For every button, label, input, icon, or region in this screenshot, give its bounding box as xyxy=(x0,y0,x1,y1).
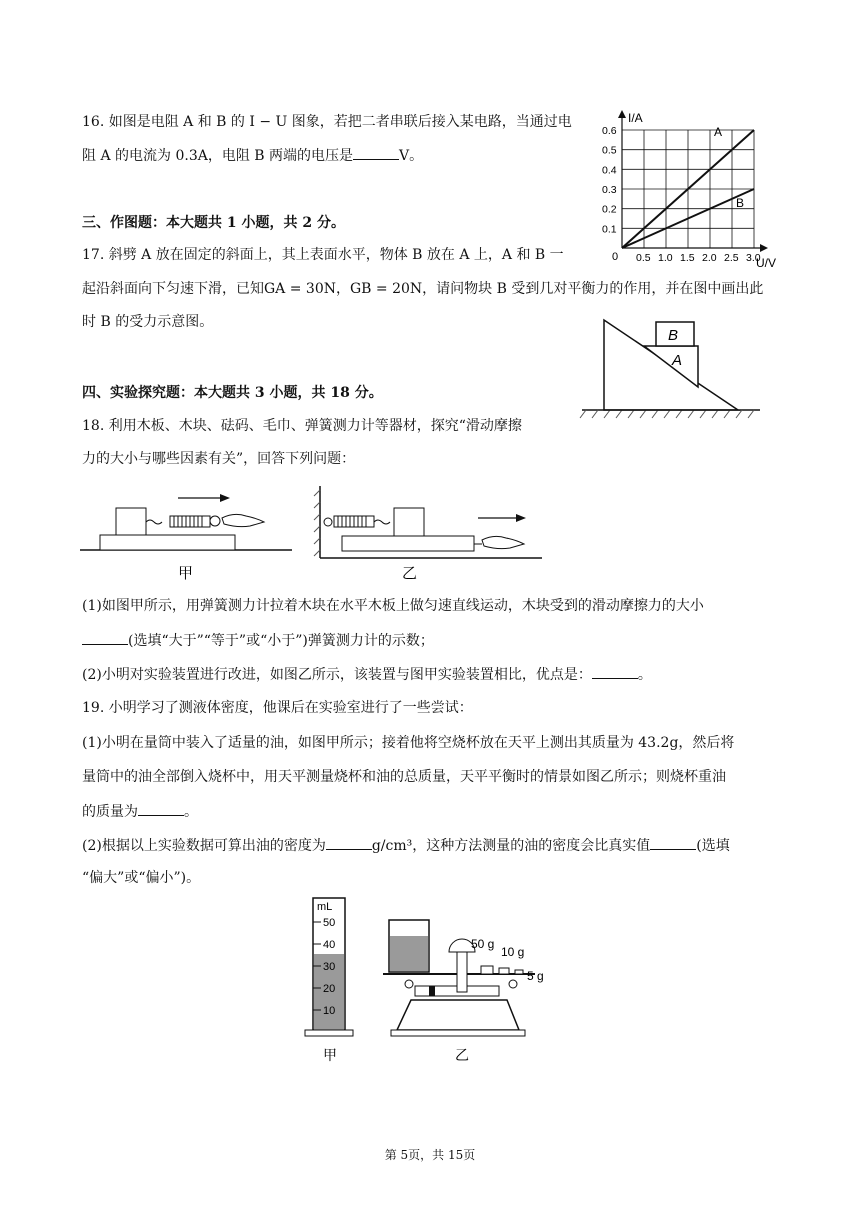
balance xyxy=(383,920,544,1036)
q19-sub2-line2: “偏大”或“偏小”)。 xyxy=(82,870,201,886)
q18-line1: 18. 利用木板、木块、砝码、毛巾、弹簧测力计等器材，探究“滑动摩擦 xyxy=(82,418,522,434)
iu-chart xyxy=(598,108,788,273)
figure-jia-label: 甲 xyxy=(323,1047,337,1063)
q19-sub1-line3 xyxy=(82,801,198,822)
q19-sub1-end: 。 xyxy=(184,804,198,820)
x-tick-label: 1.0 xyxy=(658,252,673,264)
q18-sub2-text: (2)小明对实验装置进行改进，如图乙所示，该装置与图甲实验装置相比，优点是： xyxy=(82,667,592,683)
q16-answer-blank[interactable] xyxy=(353,145,399,160)
measuring-cylinder xyxy=(305,898,353,1036)
q19-sub1-line1: (1)小明在量筒中装入了适量的油，如图甲所示；接着他将空烧杯放在天平上测出其质量为 43.2g，然后将 xyxy=(82,735,735,751)
q19-sub2-text-b: g/cm³，这种方法测量的油的密度会比真实值 xyxy=(371,838,651,854)
q18-line2: 力的大小与哪些因素有关”，回答下列问题： xyxy=(82,451,356,467)
y-axis-label: I/A xyxy=(628,111,643,125)
x-tick-label: 2.0 xyxy=(702,252,717,264)
q19-density-blank[interactable] xyxy=(326,835,372,850)
cylinder-tick-20: 20 xyxy=(323,983,336,995)
ground-hatch xyxy=(580,410,754,418)
q17-line2: 起沿斜面向下匀速下滑，已知GA = 30N，GB = 20N，请问物块 B 受到几对平衡力的作用，并在图中画出此 xyxy=(82,281,764,297)
origin-label: 0 xyxy=(612,251,619,263)
x-axis-label: U/V xyxy=(756,256,777,270)
q16-line2 xyxy=(82,145,423,166)
figure-jia xyxy=(80,494,292,550)
wedge-a xyxy=(644,346,698,387)
q19-sub1-blank[interactable] xyxy=(138,801,184,816)
q16-line1: 16. 如图是电阻 A 和 B 的 I − U 图象，若把二者串联后接入某电路，当通过电 xyxy=(82,114,572,130)
wedge-a-label: A xyxy=(672,352,683,369)
figure-yi xyxy=(314,486,542,558)
q17-line3: 时 B 的受力示意图。 xyxy=(82,314,214,330)
q19-sub1-text: 的质量为 xyxy=(82,804,138,820)
weight-5g: 5 g xyxy=(527,969,544,983)
weight-50g: 50 g xyxy=(471,937,495,951)
series-b-label: B xyxy=(736,196,745,210)
y-tick-label: 0.5 xyxy=(602,144,617,157)
q16-line2-unit: V。 xyxy=(399,148,424,164)
q18-sub2 xyxy=(82,664,652,685)
friction-figures xyxy=(80,478,550,588)
q18-sub1-line1: (1)如图甲所示，用弹簧测力计拉着木块在水平木板上做匀速直线运动，木块受到的滑动摩擦力的大小 xyxy=(82,598,704,614)
q19-sub2-text-a: (2)根据以上实验数据可算出油的密度为 xyxy=(82,838,326,854)
y-tick-label: 0.3 xyxy=(602,184,617,196)
q16-line2-text: 阻 A 的电流为 0.3A，电阻 B 两端的电压是 xyxy=(82,148,354,164)
cylinder-tick-30: 30 xyxy=(323,961,336,973)
section-4-heading: 四、实验探究题：本大题共 3 小题，共 18 分。 xyxy=(82,385,383,401)
y-tick-label: 0.6 xyxy=(602,125,617,137)
q18-sub2-blank[interactable] xyxy=(592,664,638,679)
x-tick-label: 0.5 xyxy=(636,252,651,264)
y-tick-label: 0.1 xyxy=(602,223,617,236)
y-tick-label: 0.2 xyxy=(602,203,617,216)
figure-jia-label: 甲 xyxy=(178,565,194,582)
series-a-label: A xyxy=(714,125,723,139)
incline-figure xyxy=(578,315,763,425)
q19-line1: 19. 小明学习了测液体密度，他课后在实验室进行了一些尝试： xyxy=(82,700,473,716)
cylinder-tick-50: 50 xyxy=(323,917,336,929)
x-tick-label: 2.5 xyxy=(724,252,739,264)
weight-10g: 10 g xyxy=(501,945,525,959)
q19-compare-blank[interactable] xyxy=(650,835,696,850)
cylinder-balance-figure xyxy=(295,890,575,1070)
q17-line1: 17. 斜劈 A 放在固定的斜面上，其上表面水平，物体 B 放在 A 上，A 和 B 一 xyxy=(82,247,564,263)
cylinder-tick-40: 40 xyxy=(323,939,336,951)
x-tick-label: 1.5 xyxy=(680,252,695,264)
block-b-label: B xyxy=(668,327,679,344)
q19-sub2-line1 xyxy=(82,835,730,856)
q19-sub2-text-c: (选填 xyxy=(696,838,730,854)
figure-yi-label: 乙 xyxy=(402,565,418,582)
cylinder-unit: mL xyxy=(317,901,333,913)
section-3-heading: 三、作图题：本大题共 1 小题，共 2 分。 xyxy=(82,215,345,231)
y-axis-arrow xyxy=(618,110,626,118)
x-tick-label: 3.0 xyxy=(746,252,761,264)
q18-sub1-line2 xyxy=(82,630,434,651)
q18-sub1-text: (选填“大于”“等于”或“小于”)弹簧测力计的示数； xyxy=(128,633,434,649)
x-axis-arrow xyxy=(760,244,768,252)
cylinder-tick-10: 10 xyxy=(323,1005,336,1017)
figure-yi-label: 乙 xyxy=(455,1047,469,1063)
page-footer: 第 5页，共 15页 xyxy=(384,1148,476,1162)
q18-sub2-end: 。 xyxy=(637,667,652,683)
q19-sub1-line2: 量筒中的油全部倒入烧杯中，用天平测量烧杯和油的总质量，天平平衡时的情景如图乙所示；则烧杯重油 xyxy=(82,769,726,785)
oil-in-beaker xyxy=(390,936,428,971)
q18-sub1-blank[interactable] xyxy=(82,630,128,645)
y-tick-label: 0.4 xyxy=(602,164,617,177)
